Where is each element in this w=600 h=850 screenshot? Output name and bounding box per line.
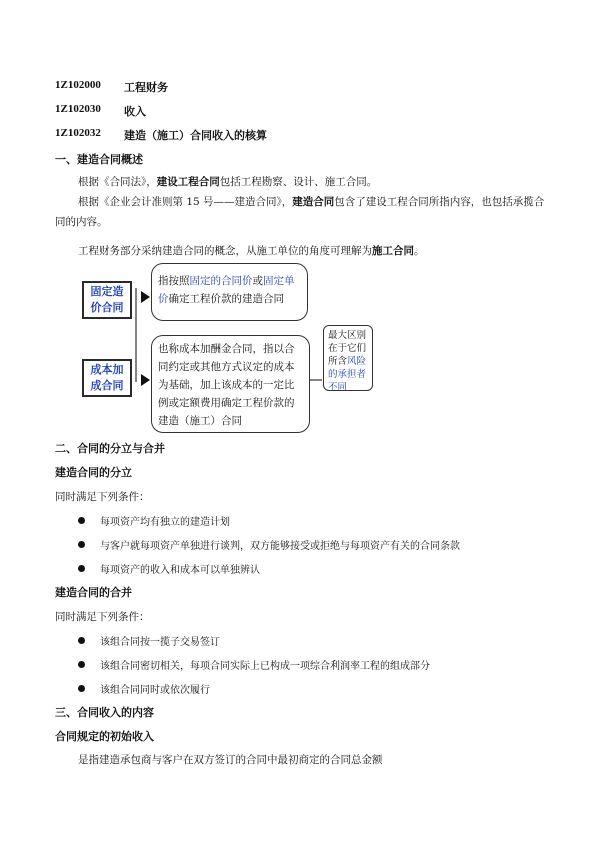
merge-title: 建造合同的合并: [55, 586, 132, 599]
header-title-1: 工程财务: [124, 81, 168, 94]
difference-note: 最大区别 在于它们 所含风险 的承担者 不同: [323, 325, 373, 391]
section3-subheading: 合同规定的初始收入: [55, 730, 154, 743]
header-code-1: 1Z102000: [55, 79, 101, 91]
arrow-fixed-icon: [141, 291, 150, 303]
bullet-icon: [78, 541, 85, 548]
header-title-3: 建造（施工）合同收入的核算: [124, 129, 267, 142]
split-item-3: 每项资产的收入和成本可以单独辨认: [100, 565, 260, 576]
section1-paragraph-1: 根据《合同法》，建设工程合同包括工程勘察、设计、施工合同。: [78, 176, 378, 188]
merge-intro: 同时满足下列条件：: [55, 611, 150, 623]
section1-heading: 一、建造合同概述: [55, 153, 143, 166]
fixed-price-contract-label: 固定造 价合同: [82, 281, 132, 319]
section2-heading: 二、合同的分立与合并: [55, 442, 165, 455]
section1-paragraph-2: 根据《企业会计准则第 15 号——建造合同》，建造合同包含了建设工程合同所指内容，也包括承揽合同的内容。: [55, 196, 545, 228]
cost-plus-contract-label: 成本加 成合同: [82, 359, 132, 397]
split-intro: 同时满足下列条件：: [55, 491, 150, 503]
bullet-icon: [78, 565, 85, 572]
merge-item-3: 该组合同同时或依次履行: [100, 685, 210, 696]
bullet-icon: [78, 661, 85, 668]
section3-heading: 三、合同收入的内容: [55, 706, 154, 719]
bullet-icon: [78, 685, 85, 692]
header-title-2: 收入: [124, 105, 146, 118]
merge-item-1: 该组合同按一揽子交易签订: [100, 637, 220, 648]
header-code-3: 1Z102032: [55, 127, 101, 139]
bullet-icon: [78, 517, 85, 524]
bullet-icon: [78, 637, 85, 644]
section1-paragraph-3: 工程财务部分采纳建造合同的概念，从施工单位的角度可理解为施工合同。: [78, 245, 425, 257]
split-title: 建造合同的分立: [55, 466, 132, 479]
arrow-cost-icon: [141, 374, 150, 386]
merge-item-2: 该组合同密切相关，每项合同实际上已构成一项综合利润率工程的组成部分: [100, 661, 430, 672]
section3-text: 是指建造承包商与客户在双方签订的合同中最初商定的合同总金额: [78, 754, 383, 766]
split-item-2: 与客户就每项资产单独进行谈判，双方能够接受或拒绝与每项资产有关的合同条款: [100, 541, 460, 552]
cost-plus-contract-description: 也称成本加酬金合同，指以合 同约定或其他方式议定的成本 为基础，加上该成本的一定比 例或定额费用确定工程价款的 建造（施工）合同: [151, 335, 310, 433]
fixed-price-contract-description: 指按照固定的合同价或固定单 价确定工程价款的建造合同: [151, 263, 308, 321]
split-item-1: 每项资产均有独立的建造计划: [100, 517, 230, 528]
header-code-2: 1Z102030: [55, 103, 101, 115]
